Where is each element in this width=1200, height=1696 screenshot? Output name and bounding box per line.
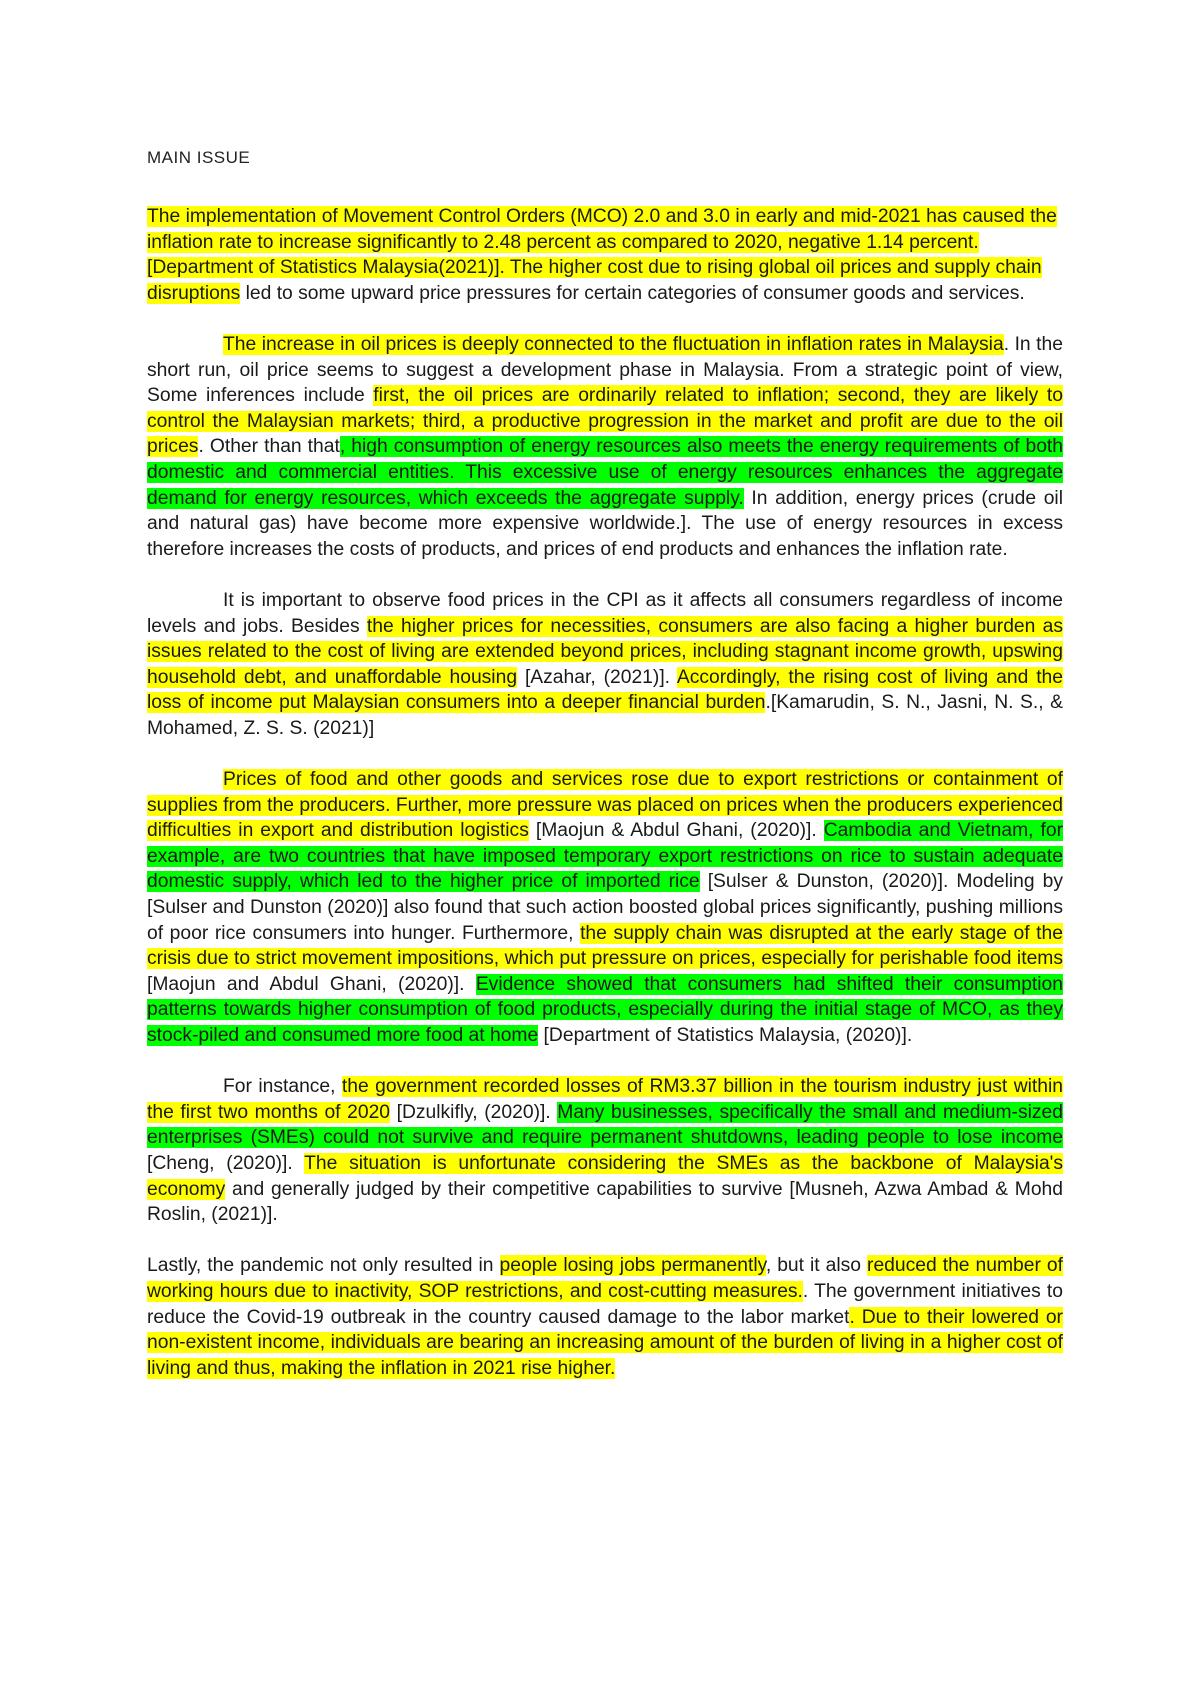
- text-run: led to some upward price pressures for certain categories of consumer goods and services.: [240, 282, 1025, 304]
- paragraph: [147, 332, 1063, 562]
- text-run: In addition, energy prices (crude oil and natural gas) have become more expensive worldwide.]. The use of energy resources in excess therefore increases the costs of products, and prices of end products and enhances the inflation rate.: [147, 487, 1063, 560]
- highlight-yellow: . Due to their lowered or non-existent income, individuals are bearing an increasing amount of the burden of living in a higher cost of living and thus, making the inflation in 2021 rise higher.: [147, 1306, 1063, 1379]
- highlight-yellow: Prices of food and other goods and services rose due to export restrictions or containment of supplies from the producers. Further, more pressure was placed on prices when the producers experienced difficulties in export and distribution logistics: [147, 769, 1063, 842]
- text-run: [Maojun and Abdul Ghani, (2020)].: [147, 973, 476, 995]
- highlight-yellow: the government recorded losses of RM3.37 billion in the tourism industry just within the first two months of 2020: [147, 1076, 1063, 1123]
- highlight-yellow: the higher prices for necessities, consumers are also facing a higher burden as issues related to the cost of living are extended beyond prices, including stagnant income growth, upswing household debt, and unaffordable housing: [147, 615, 1063, 688]
- text-run: [Azahar, (2021)].: [517, 666, 677, 688]
- paragraph: [147, 1253, 1063, 1381]
- paragraph: [147, 1074, 1063, 1228]
- highlight-yellow: The implementation of Movement Control Orders (MCO) 2.0 and 3.0 in early and mid-2021 has caused the inflation rate to increase significantly to 2.48 percent as compared to 2020, negative 1.14 percent.[Department of Statistics Malaysia(2021)]. The higher cost due to rising global oil prices and supply chain disruptions: [147, 206, 1057, 304]
- text-run: It is important to observe food prices in the CPI as it affects all consumers regardless of income levels and jobs. Besides: [147, 589, 1063, 637]
- text-run: [Dzulkifly, (2020)].: [390, 1101, 558, 1123]
- highlight-yellow: people losing jobs permanently: [499, 1255, 766, 1277]
- highlight-yellow: the supply chain was disrupted at the early stage of the crisis due to strict movement impositions, which put pressure on prices, especially for perishable food items: [147, 922, 1063, 970]
- section-heading: MAIN ISSUE: [147, 148, 251, 167]
- highlight-yellow: The situation is unfortunate considering the SMEs as the backbone of Malaysia's economy: [147, 1152, 1063, 1200]
- paragraph: [147, 767, 1063, 1049]
- text-run: [Sulser & Dunston, (2020)]. Modeling by [Sulser and Dunston (2020)] also found that such action boosted global prices significantly, pushing millions of poor rice consumers into hunger. Furthermore,: [147, 871, 1063, 944]
- text-run: . Other than that: [198, 436, 340, 458]
- text-run: [Maojun & Abdul Ghani, (2020)].: [528, 820, 824, 842]
- text-run: and generally judged by their competitive capabilities to survive [Musneh, Azwa Ambad & Mohd Roslin, (2021)].: [147, 1178, 1063, 1226]
- highlight-yellow: reduced the number of working hours due to inactivity, SOP restrictions, and cost-cutting measures.: [147, 1255, 1063, 1302]
- highlight-green: , high consumption of energy resources also meets the energy requirements of both domestic and commercial entities. This excessive use of energy resources enhances the aggregate demand for energy resources, which exceeds the aggregate supply.: [147, 436, 1063, 509]
- highlight-yellow: Accordingly, the rising cost of living and the loss of income put Malaysian consumers into a deeper financial burden: [147, 666, 1063, 714]
- text-run: , but it also: [765, 1255, 868, 1277]
- text-run: . The government initiatives to reduce the Covid-19 outbreak in the country caused damage to the labor market: [147, 1280, 1063, 1328]
- text-run: .[Kamarudin, S. N., Jasni, N. S., & Mohamed, Z. S. S. (2021)]: [147, 692, 1063, 739]
- text-run: [Cheng, (2020)].: [147, 1152, 305, 1174]
- highlight-green: Cambodia and Vietnam, for example, are two countries that have imposed temporary export restrictions on rice to sustain adequate domestic supply, which led to the higher price of imported rice: [147, 820, 1063, 893]
- paragraph: [147, 588, 1063, 742]
- text-run: Lastly, the pandemic not only resulted in: [147, 1255, 500, 1277]
- highlight-green: Evidence showed that consumers had shifted their consumption patterns towards higher consumption of food products, especially during the initial stage of MCO, as they stock-piled and consumed more food at home: [147, 973, 1063, 1046]
- highlight-green: Many businesses, specifically the small and medium-sized enterprises (SMEs) could not survive and require permanent shutdowns, leading people to lose income: [147, 1101, 1063, 1149]
- paragraph: [147, 204, 1063, 306]
- highlight-yellow: The increase in oil prices is deeply connected to the fluctuation in inflation rates in Malaysia: [223, 333, 1004, 355]
- highlight-yellow: first, the oil prices are ordinarily related to inflation; second, they are likely to control the Malaysian markets; third, a productive progression in the market and profit are due to the oil prices: [147, 385, 1064, 458]
- document-body: [147, 204, 1063, 1407]
- text-run: . In the short run, oil price seems to suggest a development phase in Malaysia. From a strategic point of view, Some inferences include: [147, 333, 1063, 407]
- text-run: For instance,: [223, 1076, 342, 1098]
- text-run: [Department of Statistics Malaysia, (2020)].: [538, 1025, 913, 1046]
